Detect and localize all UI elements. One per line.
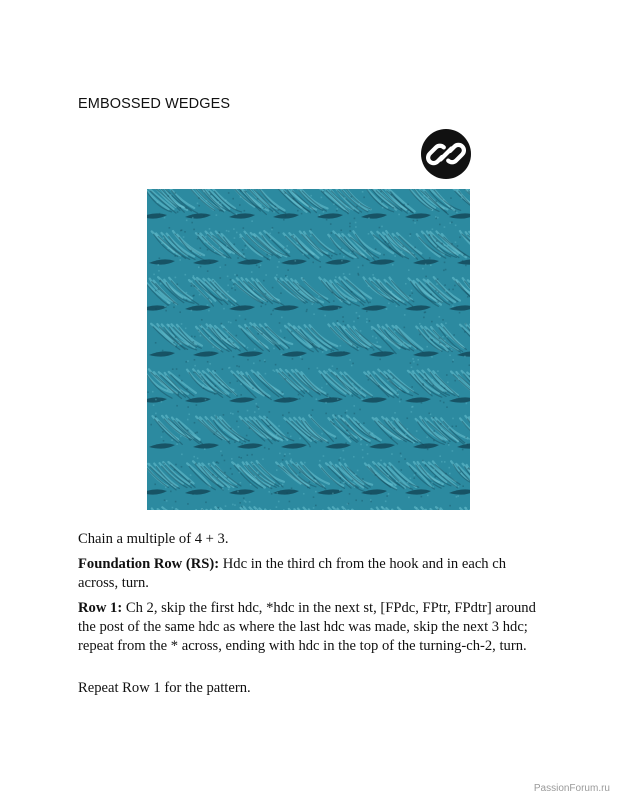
link-icon — [421, 129, 471, 179]
intro-text: Chain a multiple of 4 + 3. — [78, 531, 229, 547]
crochet-swatch-photo — [147, 189, 470, 510]
page-title: EMBOSSED WEDGES — [78, 96, 231, 112]
foundation-row-label: Foundation Row (RS): — [78, 556, 220, 572]
row-1-text: Ch 2, skip the first hdc, *hdc in the next st, [FPdc, FPtr, FPdtr] around the post of the same hdc as where the last hdc was made, skip the next 3 hdc; repeat from the * across, ending with hdc in the top of the turning-ch-2, turn. — [78, 600, 536, 654]
foundation-row-text: Hdc in the third ch from the hook and in each ch across, turn. — [78, 556, 507, 591]
row-1-label: Row 1: — [78, 600, 123, 616]
foundation-row-paragraph — [78, 555, 538, 593]
row-1-paragraph — [78, 599, 538, 656]
watermark: PassionForum.ru — [533, 783, 610, 794]
repeat-text: Repeat Row 1 for the pattern. — [78, 680, 251, 696]
swatch-texture — [147, 189, 470, 510]
